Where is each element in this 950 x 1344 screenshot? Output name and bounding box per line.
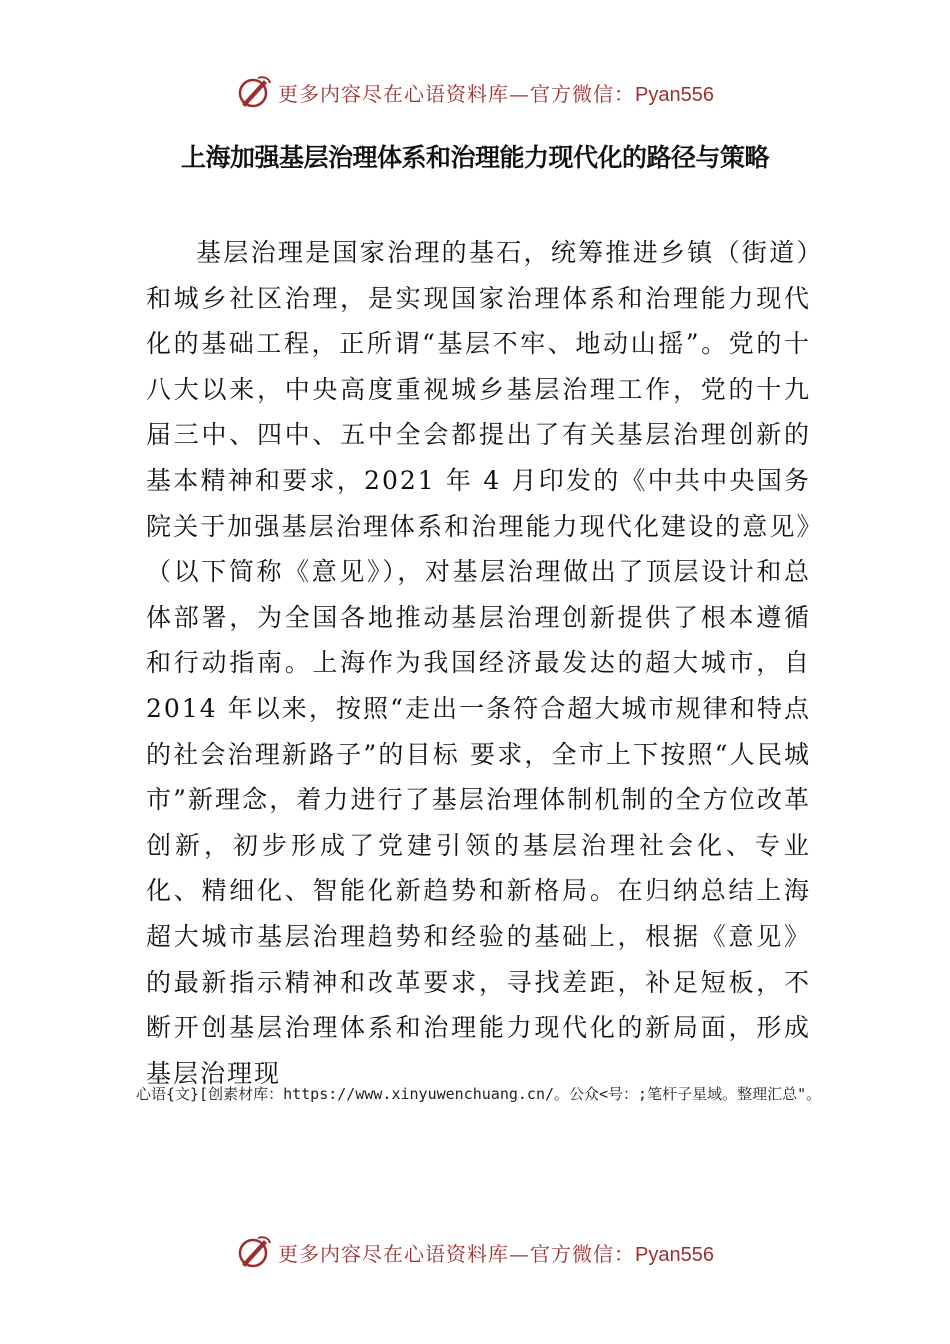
pen-logo-icon	[236, 74, 272, 110]
header-wechat-id: Pyan556	[635, 83, 714, 106]
document-title: 上海加强基层治理体系和治理能力现代化的路径与策略	[180, 143, 769, 172]
footer-watermark	[0, 1232, 950, 1272]
body-paragraph: 基层治理是国家治理的基石，统筹推进乡镇（街道）和城乡社区治理，是实现国家治理体系和治理能力现代化的基础工程，正所谓“基层不牢、地动山摇”。党的十八大以来，中央高度重视城乡基层治理工作，党的十九届三中、四中、五中全会都提出了有关基层治理创新的基本精神和要求，2021 年 4 月印发的《中共中央国务院关于加强基层治理体系和治理能力现代化建设的意见》（以下简称《意见》），对基层治理做出了顶层设计和总体部署，为全国各地推动基层治理创新提供了根本遵循和行动指南。上海作为我国经济最发达的超大城市，自 2014 年以来，按照“走出一条符合超大城市规律和特点的社会治理新路子”的目标 要求，全市上下按照“人民城市”新理念，着力进行了基层治理体制机制的全方位改革创新，初步形成了党建引领的基层治理社会化、专业化、精细化、智能化新趋势和新格局。在归纳总结上海超大城市基层治理趋势和经验的基础上，根据《意见》的最新指示精神和改革要求，寻找差距，补足短板，不断开创基层治理体系和治理能力现代化的新局面，形成基层治理现	[146, 238, 811, 1088]
footer-watermark-text: 更多内容尽在心语资料库—官方微信：Pyan556	[278, 1241, 714, 1266]
header-watermark	[0, 72, 950, 112]
source-footnote: 心语{文}[创素材库：https://www.xinyuwenchuang.cn/。公众<号：;笔杆子星域。整理汇总"。	[136, 1085, 822, 1103]
header-watermark-text: 更多内容尽在心语资料库—官方微信：Pyan556	[278, 81, 714, 106]
footer-wechat-id: Pyan556	[635, 1243, 714, 1266]
pen-logo-icon	[236, 1234, 272, 1270]
